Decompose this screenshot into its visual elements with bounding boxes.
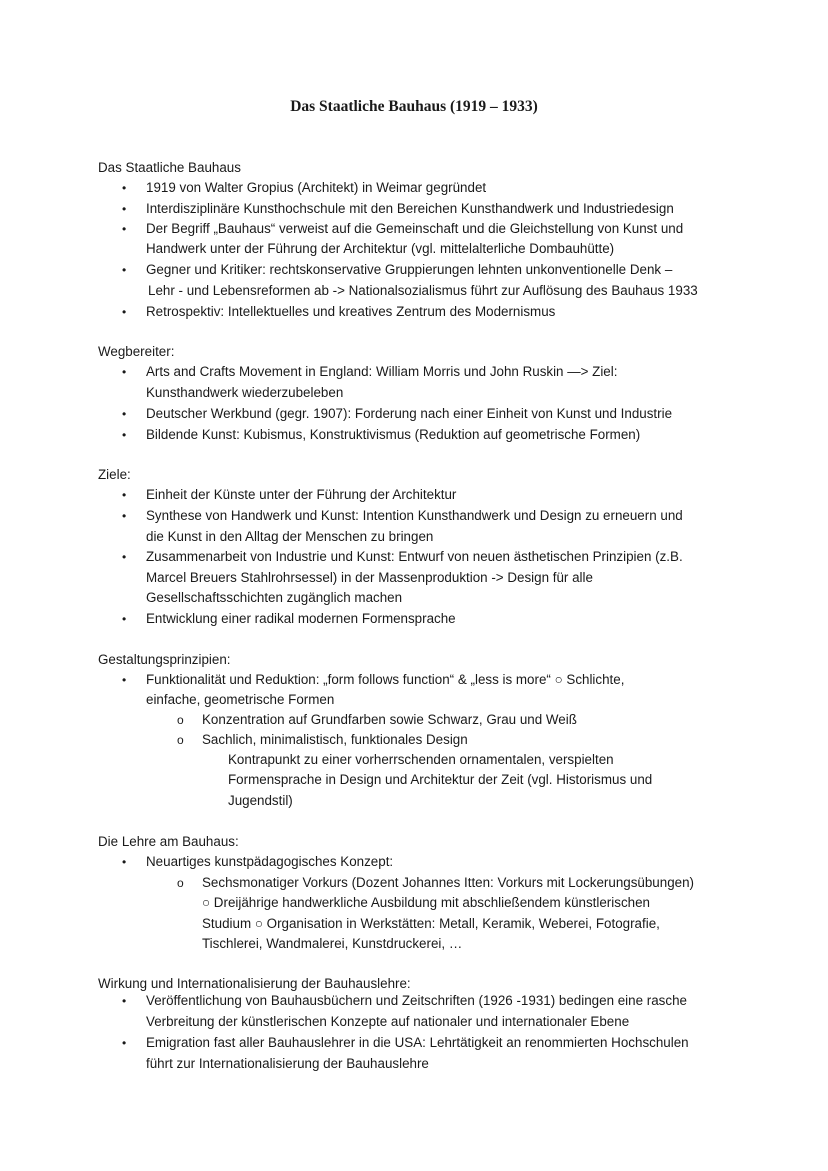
list-item-cont: die Kunst in den Alltag der Menschen zu bringen: [146, 529, 434, 544]
list-item: Neuartiges kunstpädagogisches Konzept:: [146, 854, 394, 869]
bullet: •: [122, 612, 127, 626]
list-item-cont: Handwerk unter der Führung der Architektur (vgl. mittelalterliche Dombauhütte): [146, 241, 615, 256]
list-item: 1919 von Walter Gropius (Architekt) in Weimar gegründet: [146, 180, 487, 195]
bullet: •: [122, 263, 127, 277]
list-item: Synthese von Handwerk und Kunst: Intention Kunsthandwerk und Design zu erneuern und: [146, 508, 683, 523]
bullet: •: [122, 1036, 127, 1050]
bullet: •: [122, 202, 127, 216]
sub-bullet: o: [177, 876, 184, 890]
section-heading: Das Staatliche Bauhaus: [98, 160, 241, 175]
bullet: •: [122, 365, 127, 379]
bullet: •: [122, 222, 127, 236]
bullet: •: [122, 488, 127, 502]
section-heading: Wegbereiter:: [98, 344, 175, 359]
list-item: Der Begriff „Bauhaus“ verweist auf die Gemeinschaft und die Gleichstellung von Kunst und: [146, 221, 684, 236]
list-item: Interdisziplinäre Kunsthochschule mit den Bereichen Kunsthandwerk und Industriedesign: [146, 201, 674, 216]
list-item: Einheit der Künste unter der Führung der Architektur: [146, 487, 457, 502]
list-item: Emigration fast aller Bauhauslehrer in die USA: Lehrtätigkeit an renommierten Hochschulen: [146, 1035, 689, 1050]
list-item: Zusammenarbeit von Industrie und Kunst: Entwurf von neuen ästhetischen Prinzipien (z.B.: [146, 549, 683, 564]
section-heading: Ziele:: [98, 467, 131, 482]
sub-list-item: Konzentration auf Grundfarben sowie Schwarz, Grau und Weiß: [202, 712, 577, 727]
list-item-cont: Marcel Breuers Stahlrohrsessel) in der Massenproduktion -> Design für alle: [146, 570, 593, 585]
list-item: Deutscher Werkbund (gegr. 1907): Forderung nach einer Einheit von Kunst und Industrie: [146, 406, 673, 421]
section-heading: Wirkung und Internationalisierung der Bauhauslehre:: [98, 976, 411, 991]
list-item: Entwicklung einer radikal modernen Formensprache: [146, 611, 456, 626]
list-item: Gegner und Kritiker: rechtskonservative Gruppierungen lehnten unkonventionelle Denk –: [146, 262, 673, 277]
list-item-cont: Lehr - und Lebensreformen ab -> Nationalsozialismus führt zur Auflösung des Bauhaus 1933: [148, 283, 698, 298]
bullet: •: [122, 428, 127, 442]
sub-bullet: o: [177, 733, 184, 747]
list-item-cont: Verbreitung der künstlerischen Konzepte auf nationaler und internationaler Ebene: [146, 1014, 630, 1029]
bullet: •: [122, 509, 127, 523]
bullet: •: [122, 673, 127, 687]
bullet: •: [122, 407, 127, 421]
list-item: Arts and Crafts Movement in England: William Morris und John Ruskin —> Ziel:: [146, 364, 618, 379]
bullet: •: [122, 305, 127, 319]
list-item-cont: führt zur Internationalisierung der Bauhauslehre: [146, 1056, 429, 1071]
list-item: Veröffentlichung von Bauhausbüchern und Zeitschriften (1926 -1931) bedingen eine rasche: [146, 993, 687, 1008]
bullet: •: [122, 550, 127, 564]
bullet: •: [122, 181, 127, 195]
bullet: •: [122, 855, 127, 869]
list-item: Retrospektiv: Intellektuelles und kreatives Zentrum des Modernismus: [146, 304, 556, 319]
list-item-cont: Kunsthandwerk wiederzubeleben: [146, 385, 344, 400]
nested-text: Formensprache in Design und Architektur der Zeit (vgl. Historismus und: [228, 772, 653, 787]
nested-text: Jugendstil): [228, 793, 293, 808]
document-title: Das Staatliche Bauhaus (1919 – 1933): [290, 98, 538, 115]
sub-bullet: o: [177, 713, 184, 727]
sub-list-item-cont: ○ Dreijährige handwerkliche Ausbildung mit abschließendem künstlerischen: [202, 895, 650, 910]
sub-list-item-cont: Tischlerei, Wandmalerei, Kunstdruckerei, …: [202, 936, 463, 951]
sub-list-item: Sechsmonatiger Vorkurs (Dozent Johannes Itten: Vorkurs mit Lockerungsübungen): [202, 875, 695, 890]
list-item: Funktionalität und Reduktion: „form follows function“ & „less is more“ ○ Schlichte,: [146, 672, 625, 687]
bullet: •: [122, 994, 127, 1008]
list-item: Bildende Kunst: Kubismus, Konstruktivismus (Reduktion auf geometrische Formen): [146, 427, 641, 442]
sub-list-item: Sachlich, minimalistisch, funktionales Design: [202, 732, 468, 747]
list-item-cont: Gesellschaftsschichten zugänglich machen: [146, 590, 403, 605]
section-heading: Die Lehre am Bauhaus:: [98, 834, 239, 849]
sub-list-item-cont: Studium ○ Organisation in Werkstätten: Metall, Keramik, Weberei, Fotografie,: [202, 916, 660, 931]
section-heading: Gestaltungsprinzipien:: [98, 652, 231, 667]
list-item-cont: einfache, geometrische Formen: [146, 692, 335, 707]
nested-text: Kontrapunkt zu einer vorherrschenden ornamentalen, verspielten: [228, 752, 614, 767]
